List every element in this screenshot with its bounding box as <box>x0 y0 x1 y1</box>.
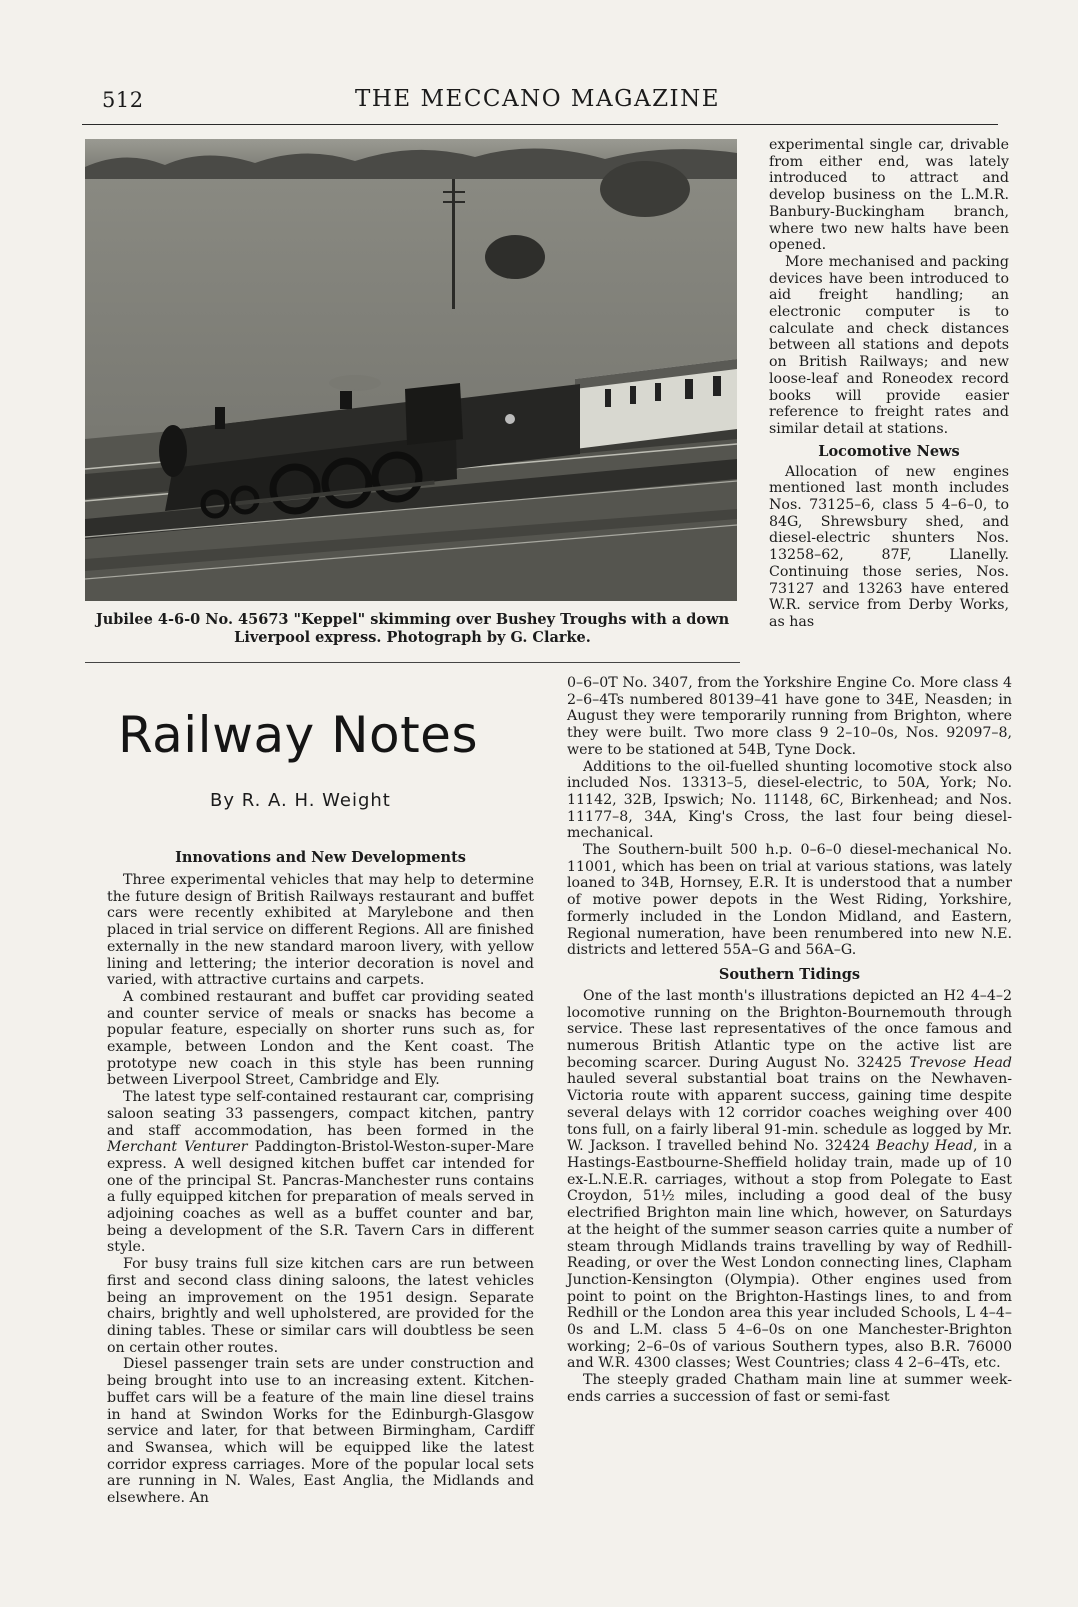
locomotive-name: Beachy Head <box>876 1138 974 1155</box>
column-right-top <box>769 137 1009 631</box>
caption-rule <box>85 662 740 663</box>
paragraph: Three experimental vehicles that may help to determine the future design of British Railways restaurant and buffet cars were recently exhibited at Marylebone and then placed in trial service on different Regions. All are finished externally in the new standard maroon livery, with yellow lining and lettering; the interior decoration is novel and varied, with attractive curtains and carpets. <box>107 872 534 989</box>
photo-illustration <box>85 139 737 601</box>
section-heading-innovations: Innovations and New Developments <box>175 849 466 866</box>
photo-caption <box>85 611 740 647</box>
locomotive-name: Trevose Head <box>909 1054 1012 1071</box>
paragraph: Diesel passenger train sets are under construction and being brought into use to an increasing extent. Kitchen-buffet cars will be a feature of the main line diesel trains in hand at Swindon Works for the Edinburgh-Glasgow service and later, for that between Birmingham, Cardiff and Swansea, which will be equipped like the latest corridor express carriages. More of the popular local sets are running in N. Wales, East Anglia, the Midlands and elsewhere. An <box>107 1356 534 1507</box>
paragraph: 0–6–0T No. 3407, from the Yorkshire Engine Co. More class 4 2–6–4Ts numbered 80139–41 have gone to 34E, Neasden; in August they were temporarily running from Brighton, where they were built. Two more class 9 2–10–0s, Nos. 92097–8, were to be stationed at 54B, Tyne Dock. <box>567 675 1012 758</box>
paragraph <box>567 988 1012 1372</box>
paragraph: More mechanised and packing devices have been introduced to aid freight handling; an electronic computer is to calculate and check distances between all stations and depots on British Railways; and new loose-leaf and Roneodex record books will provide easier reference to freight rates and similar detail at stations. <box>769 253 1009 437</box>
article-title: Railway Notes <box>118 706 478 764</box>
page-number: 512 <box>102 88 144 112</box>
paragraph: For busy trains full size kitchen cars are run between first and second class dining saloons, the latest vehicles being an improvement on the 1951 design. Separate chairs, brightly and well upholstered, are provided for the dining tables. These or similar cars will doubtless be seen on certain other routes. <box>107 1256 534 1356</box>
section-heading-locomotive-news: Locomotive News <box>818 442 960 460</box>
paragraph: Additions to the oil-fuelled shunting locomotive stock also included Nos. 13313–5, diesel-electric, to 50A, York; No. 11142, 32B, Ipswich; No. 11148, 6C, Birkenhead; and Nos. 11177–8, 34A, King's Cross, the last four being diesel-mechanical. <box>567 758 1012 842</box>
header-rule <box>82 124 998 125</box>
text-run: hauled several substantial boat trains on the Newhaven-Victoria route with apparent success, gaining time despite several delays with 12 corridor coaches weighing over 400 tons full, on a fairly liberal 91-min. schedule as logged by Mr. W. Jackson. I travelled behind No. 32424 <box>567 1071 1012 1155</box>
locomotive-photograph <box>85 139 737 601</box>
text-run: , in a Hastings-Eastbourne-Sheffield holiday train, made up of 10 ex-L.N.E.R. carriages, without a stop from Polegate to East Croydon, 51½ miles, including a good deal of the busy electrified Brighton main line which, however, on Saturdays at the height of the summer season carries quite a number of steam through Midlands trains travelling by way of Redhill-Reading, or over the West London connecting lines, Clapham Junction-Kensington (Olympia). Other engines used from point to point on the Brighton-Hastings lines, to and from Redhill or the London area this year included Schools, L 4–4–0s and L.M. class 5 4–6–0s on one Manchester-Brighton working; 2–6–0s of various Southern types, also B.R. 76000 and W.R. 4300 classes; West Countries; class 4 2–6–4Ts, etc. <box>567 1138 1012 1372</box>
paragraph: The steeply graded Chatham main line at summer week-ends carries a succession of fast or semi-fast <box>567 1372 1012 1405</box>
byline: By R. A. H. Weight <box>210 790 391 811</box>
paragraph: experimental single car, drivable from either end, was lately introduced to attract and develop business on the L.M.R. Banbury-Buckingham branch, where two new halts have been opened. <box>769 137 1009 254</box>
column-right-bottom <box>567 675 1012 1406</box>
caption-line-2: Liverpool express. Photograph by G. Clarke. <box>234 629 591 646</box>
column-left <box>107 848 534 1507</box>
paragraph: The Southern-built 500 h.p. 0–6–0 diesel-mechanical No. 11001, which has been on trial at various stations, was lately loaned to 34B, Hornsey, E.R. It is understood that a number of motive power depots in the West Riding, Yorkshire, formerly included in the London Midland, and Eastern, Regional numeration, have been renumbered into new N.E. districts and lettered 55A–G and 56A–G. <box>567 842 1012 959</box>
paragraph <box>107 1089 534 1256</box>
text-run: One of the last month's illustrations depicted an H2 4–4–2 locomotive running on the Brighton-Bournemouth through service. These last representatives of the once famous and numerous British Atlantic type on the active list are becoming scarcer. During August No. 32425 <box>567 987 1012 1071</box>
running-head: THE MECCANO MAGAZINE <box>355 86 721 112</box>
paragraph: A combined restaurant and buffet car providing seated and counter service of meals or snacks has become a popular feature, especially on shorter runs such as, for example, between London and the Kent coast. The prototype new coach in this style has been running between Liverpool Street, Cambridge and Ely. <box>107 988 534 1089</box>
caption-line-1: Jubilee 4-6-0 No. 45673 "Keppel" skimming over Bushey Troughs with a down <box>95 611 730 628</box>
section-heading-southern-tidings: Southern Tidings <box>718 965 861 983</box>
text-run: Paddington-Bristol-Weston-super-Mare express. A well designed kitchen buffet car intended for one of the principal St. Pancras-Manchester runs contains a fully equipped kitchen for preparation of meals served in adjoining coaches as well as a buffet counter and bar, being a development of the S.R. Tavern Cars in different style. <box>107 1139 534 1256</box>
train-name: Merchant Venturer <box>107 1139 248 1156</box>
text-run: The latest type self-contained restaurant car, comprising saloon seating 33 passengers, compact kitchen, pantry and staff accommodation, has been formed in the <box>107 1089 534 1139</box>
paragraph: Allocation of new engines mentioned last month includes Nos. 73125–6, class 5 4–6–0, to 84G, Shrewsbury shed, and diesel-electric shunters Nos. 13258–62, 87F, Llanelly. Continuing those series, Nos. 73127 and 13263 have entered W.R. service from Derby Works, as has <box>769 463 1009 630</box>
